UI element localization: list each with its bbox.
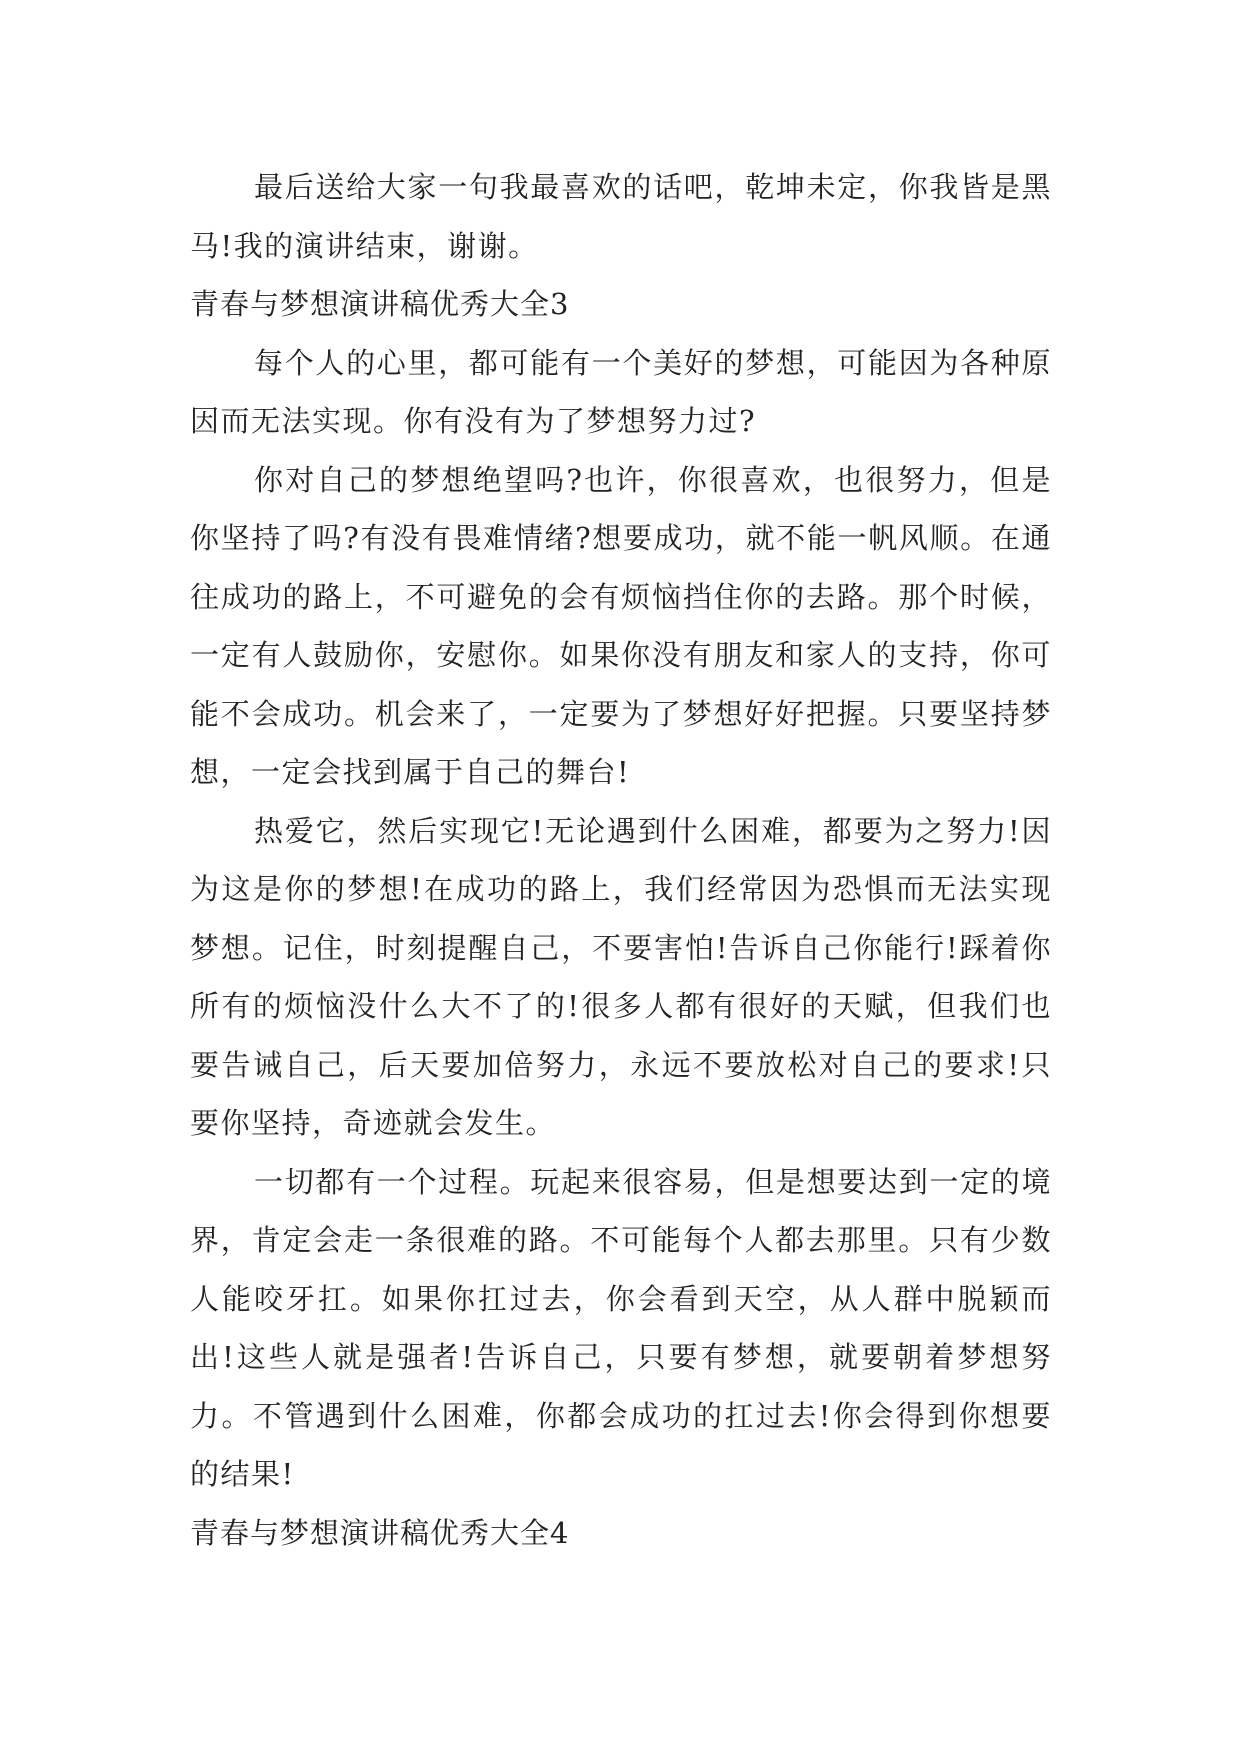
document-body <box>190 158 1052 1562</box>
section-heading-3: 青春与梦想演讲稿优秀大全3 <box>190 287 570 321</box>
dream-intro-paragraph: 每个人的心里，都可能有一个美好的梦想，可能因为各种原因而无法实现。你有没有为了梦想努力过? <box>190 345 1052 438</box>
closing-paragraph: 最后送给大家一句我最喜欢的话吧，乾坤未定，你我皆是黑马!我的演讲结束，谢谢。 <box>190 170 1052 263</box>
passion-paragraph: 热爱它，然后实现它!无论遇到什么困难，都要为之努力!因为这是你的梦想!在成功的路上，我们经常因为恐惧而无法实现梦想。记住，时刻提醒自己，不要害怕!告诉自己你能行!踩着你所有的烦恼没什么大不了的!很多人都有很好的天赋，但我们也要告诫自己，后天要加倍努力，永远不要放松对自己的要求!只要你坚持，奇迹就会发生。 <box>190 813 1052 1140</box>
persistence-paragraph: 你对自己的梦想绝望吗?也许，你很喜欢，也很努力，但是你坚持了吗?有没有畏难情绪?想要成功，就不能一帆风顺。在通往成功的路上，不可避免的会有烦恼挡住你的去路。那个时候，一定有人鼓励你，安慰你。如果你没有朋友和家人的支持，你可能不会成功。机会来了，一定要为了梦想好好把握。只要坚持梦想，一定会找到属于自己的舞台! <box>190 462 1052 789</box>
section-heading-4: 青春与梦想演讲稿优秀大全4 <box>190 1515 570 1550</box>
process-paragraph: 一切都有一个过程。玩起来很容易，但是想要达到一定的境界，肯定会走一条很难的路。不可能每个人都去那里。只有少数人能咬牙扛。如果你扛过去，你会看到天空，从人群中脱颖而出!这些人就是强者!告诉自己，只要有梦想，就要朝着梦想努力。不管遇到什么困难，你都会成功的扛过去!你会得到你想要的结果! <box>190 1164 1052 1491</box>
